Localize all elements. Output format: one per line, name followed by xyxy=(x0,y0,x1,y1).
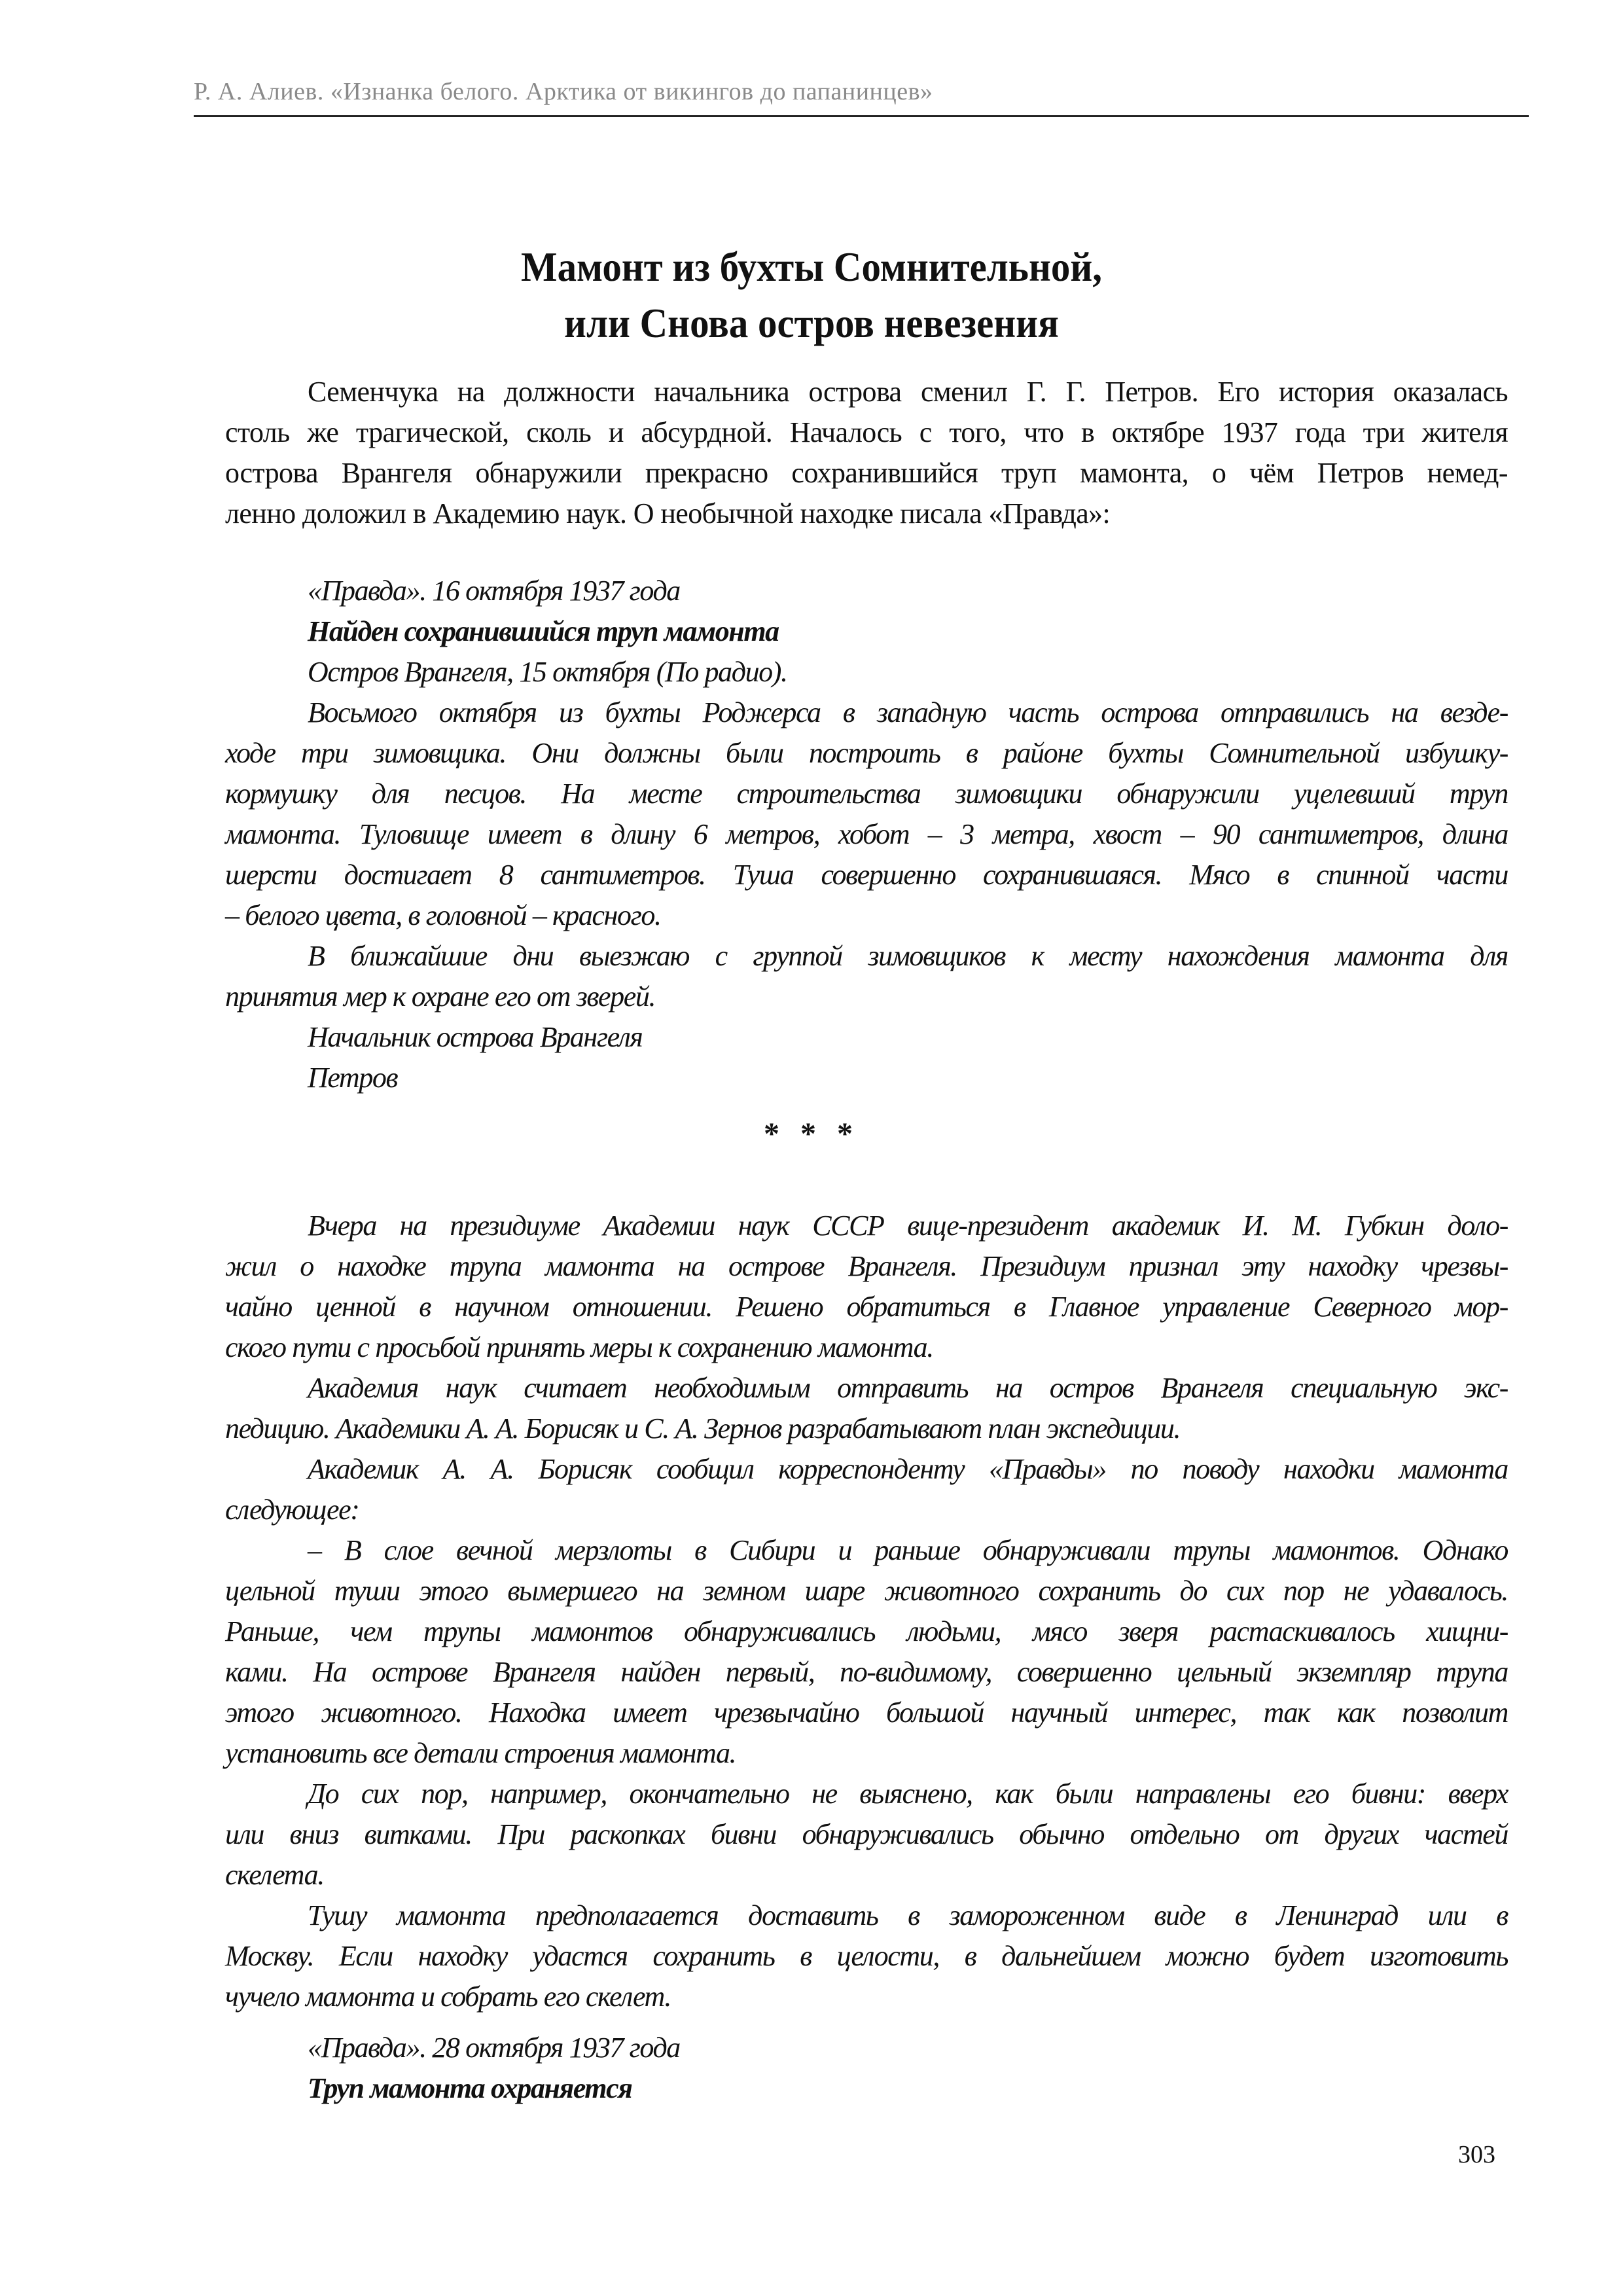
text-line: следующее: xyxy=(225,1494,359,1526)
quote-headline: Найден сохранившийся труп мамонта xyxy=(308,615,779,647)
text-line: Семенчука на должности начальника острова сменил Г. Г. Петров. Его история оказалась xyxy=(308,376,1508,408)
text-line: Вчера на президиуме Академии наук СССР вице-президент академик И. М. Губкин доло- xyxy=(308,1210,1508,1242)
text-line: жил о находке трупа мамонта на острове Врангеля. Президиум признал эту находку чрезвы- xyxy=(225,1250,1508,1282)
quote-source: «Правда». 16 октября 1937 года xyxy=(308,575,680,607)
text-line: педицию. Академики А. А. Борисяк и С. А. Зернов разрабатывают план экспедиции. xyxy=(225,1412,1181,1444)
text-line: Академия наук считает необходимым отправить на остров Врангеля специальную экс- xyxy=(308,1372,1508,1404)
newspaper-quote-2 xyxy=(225,1206,1508,2017)
text-line: или вниз витками. При раскопках бивни обнаруживались обычно отдельно от других частей xyxy=(225,1818,1508,1850)
text-line: Раньше, чем трупы мамонтов обнаруживались людьми, мясо зверя растаскивалось хищни- xyxy=(225,1615,1508,1647)
page-number: 303 xyxy=(1458,2141,1495,2168)
text-line: – В слое вечной мерзлоты в Сибири и раньше обнаруживали трупы мамонтов. Однако xyxy=(308,1534,1508,1566)
header-rule xyxy=(194,115,1529,117)
newspaper-quote-1 xyxy=(225,571,1508,1098)
text-line: скелета. xyxy=(225,1859,324,1891)
text-line: ходе три зимовщика. Они должны были построить в районе бухты Сомнительной избушку- xyxy=(225,737,1508,769)
text-line: острова Врангеля обнаружили прекрасно сохранившийся труп мамонта, о чём Петров немед- xyxy=(225,457,1508,489)
running-header: Р. А. Алиев. «Изнанка белого. Арктика от викингов до папанинцев» xyxy=(194,78,933,105)
text-line: Восьмого октября из бухты Роджерса в западную часть острова отправились на везде- xyxy=(308,696,1508,728)
chapter-title-line-1: Мамонт из бухты Сомнительной, xyxy=(521,243,1102,290)
text-line: чайно ценной в научном отношении. Решено обратиться в Главное управление Северного мор- xyxy=(225,1291,1508,1323)
intro-paragraph xyxy=(225,372,1508,534)
text-line: – белого цвета, в головной – красного. xyxy=(225,899,661,931)
text-line: ского пути с просьбой принять меры к сохранению мамонта. xyxy=(225,1331,933,1363)
text-line: установить все детали строения мамонта. xyxy=(225,1737,736,1769)
text-line: ками. На острове Врангеля найден первый, по-видимому, совершенно цельный экземпляр трупа xyxy=(225,1656,1508,1688)
text-line: чучело мамонта и собрать его скелет. xyxy=(225,1981,671,2013)
text-line: Академик А. А. Борисяк сообщил корреспонденту «Правды» по поводу находки мамонта xyxy=(308,1453,1508,1485)
chapter-title-line-2: или Снова остров невезения xyxy=(564,300,1059,346)
chapter-title xyxy=(65,239,1558,351)
section-separator: * * * xyxy=(764,1117,859,1151)
text-line: кормушку для песцов. На месте строительства зимовщики обнаружили уцелевший труп xyxy=(225,778,1508,810)
text-line: В ближайшие дни выезжаю с группой зимовщиков к месту нахождения мамонта для xyxy=(308,940,1508,972)
text-line: мамонта. Туловище имеет в длину 6 метров, хобот – 3 метра, хвост – 90 сантиметров, длина xyxy=(225,818,1508,850)
text-line: Тушу мамонта предполагается доставить в замороженном виде в Ленинград или в xyxy=(308,1899,1508,1931)
text-line: До сих пор, например, окончательно не выяснено, как были направлены его бивни: вверх xyxy=(308,1778,1508,1810)
signature-title: Начальник острова Врангеля xyxy=(308,1021,643,1053)
text-line: этого животного. Находка имеет чрезвычайно большой научный интерес, так как позволит xyxy=(225,1696,1508,1729)
quote-headline: Труп мамонта охраняется xyxy=(308,2072,632,2104)
quote-source: «Правда». 28 октября 1937 года xyxy=(308,2032,680,2064)
text-line: ленно доложил в Академию наук. О необычной находке писала «Правда»: xyxy=(225,497,1111,529)
text-line: Москву. Если находку удастся сохранить в целости, в дальнейшем можно будет изготовить xyxy=(225,1940,1508,1972)
text-line: столь же трагической, сколь и абсурдной. Началось с того, что в октябре 1937 года три жителя xyxy=(225,416,1508,448)
text-line: цельной туши этого вымершего на земном шаре животного сохранить до сих пор не удавалось. xyxy=(225,1575,1508,1607)
text-line: принятия мер к охране его от зверей. xyxy=(225,980,656,1013)
text-line: шерсти достигает 8 сантиметров. Туша совершенно сохранившаяся. Мясо в спинной части xyxy=(225,859,1508,891)
signature-name: Петров xyxy=(308,1062,398,1094)
newspaper-quote-3 xyxy=(225,2028,1508,2109)
quote-dateline: Остров Врангеля, 15 октября (По радио). xyxy=(308,656,787,688)
